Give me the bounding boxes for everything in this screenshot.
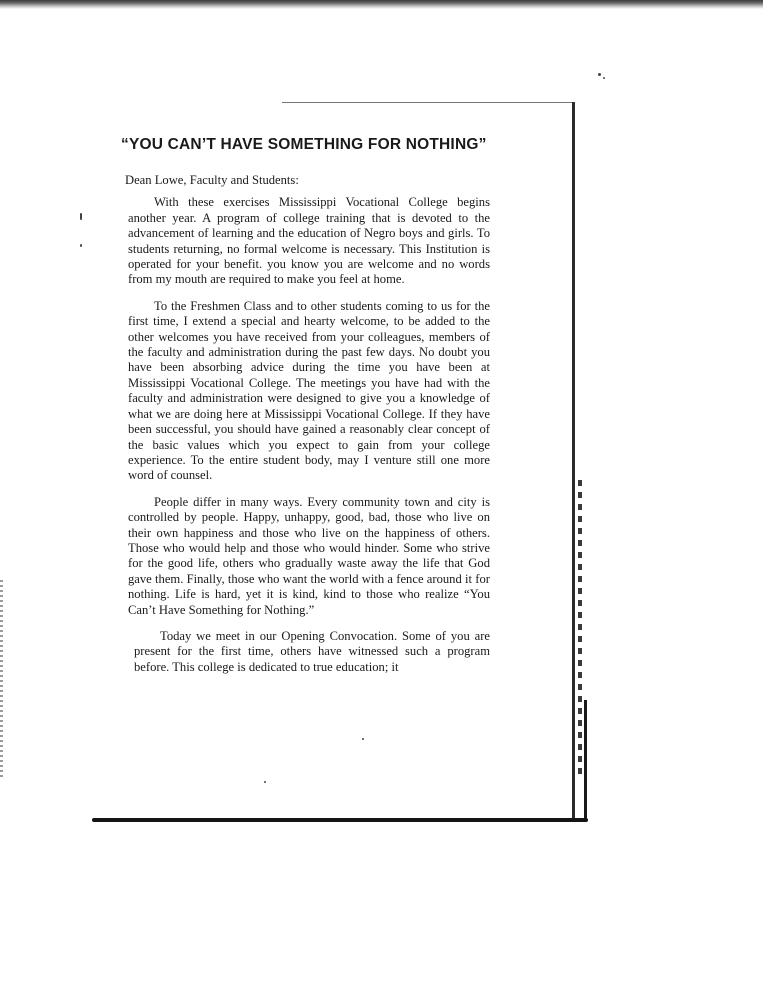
page-edge-bottom — [92, 818, 588, 822]
scan-speck — [603, 77, 605, 79]
page-edge-right-outer — [584, 700, 587, 818]
paragraph-welcome: With these exercises Mississippi Vocational College begins another year. A program of college training that is devoted to the advancement of learning and the education of Negro boys and girls. To students returning, no formal welcome is necessary. This Institution is operated for your benefit. you know you are welcome and no words from my mouth are required to make you feel at home. — [128, 195, 490, 287]
page-title: “YOU CAN’T HAVE SOMETHING FOR NOTHING” — [121, 136, 487, 153]
page-edge-right-shadow — [578, 480, 582, 780]
scan-speck — [80, 213, 82, 220]
paragraph-convocation: Today we meet in our Opening Convocation. Some of you are present for the first time, others have witnessed such a program before. This college is dedicated to true education; it — [134, 628, 490, 674]
salutation: Dean Lowe, Faculty and Students: — [125, 173, 299, 187]
scan-speck — [80, 244, 82, 247]
scan-speck — [264, 781, 266, 783]
page-edge-top — [282, 102, 574, 103]
scan-edge-top — [0, 0, 763, 9]
paragraph-people-differ: People differ in many ways. Every community town and city is controlled by people. Happy, unhappy, good, bad, those who live on their own happiness and those who live on the happiness of others. Those who would help and those who would hinder. Some who strive for the good life, others who gradually waste away the life that God gave them. Finally, those who want the world with a fence around it for nothing. Life is hard, yet it is kind, kind to those who realize “You Can’t Have Something for Nothing.” — [128, 494, 490, 617]
page-edge-right — [572, 102, 575, 820]
scan-speck — [362, 738, 364, 740]
scan-edge-left — [0, 580, 3, 780]
paragraph-freshmen: To the Freshmen Class and to other students coming to us for the first time, I extend a special and hearty welcome, to be added to the other welcomes you have received from your colleagues, members of the faculty and administration during the past few days. No doubt you have been absorbing advice during the time you have been at Mississippi Vocational College. The meetings you have had with the faculty and administration were designed to give you a knowledge of what we are doing here at Mississippi Vocational College. If they have been successful, you should have gained a reasonably clear concept of the basic values which you expect to gain from your college experience. To the entire student body, may I venture still one more word of counsel. — [128, 298, 490, 483]
letter-page — [121, 136, 493, 686]
scan-speck — [598, 73, 601, 76]
